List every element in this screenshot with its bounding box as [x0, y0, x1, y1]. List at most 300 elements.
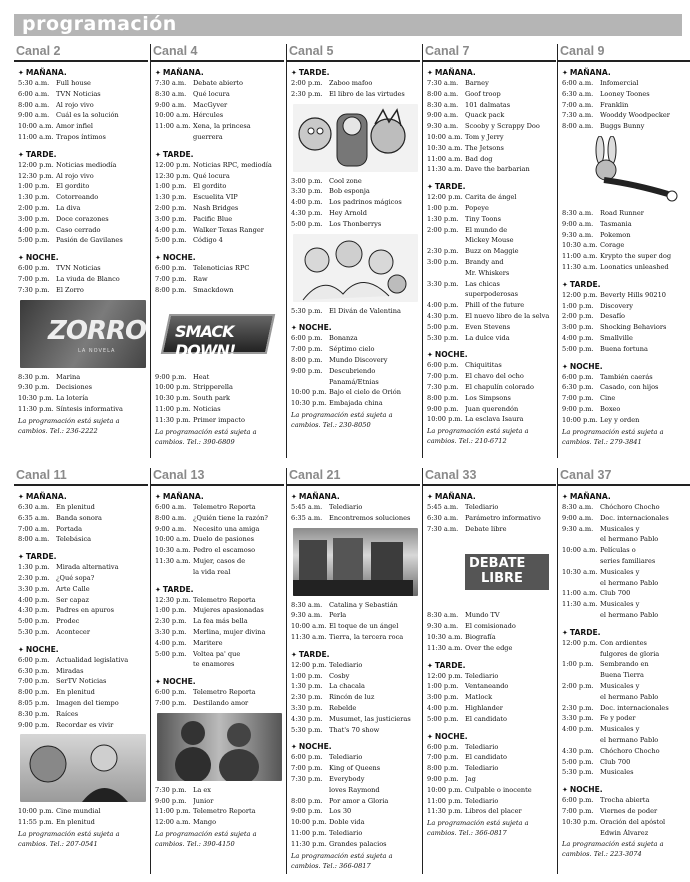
schedule-row — [291, 828, 418, 839]
schedule-row — [155, 605, 282, 616]
schedule-row — [291, 78, 418, 89]
program-time: 5:30 p.m. — [562, 768, 594, 777]
schedule-row — [155, 595, 282, 606]
program-name: Viernes de poder — [600, 806, 658, 815]
program-name: Telemetro Reporta — [193, 595, 256, 604]
program-name: Encontremos soluciones — [329, 513, 411, 522]
program-name: Edwin Álvarez — [600, 828, 649, 837]
news-illustration — [293, 528, 413, 596]
schedule-row — [291, 600, 418, 611]
program-name: Jag — [465, 774, 476, 783]
program-name: Musicales y — [600, 725, 640, 734]
schedule-row — [427, 289, 554, 300]
time-slot-label: TARDE. — [298, 649, 330, 659]
program-time: 2:30 p.m. — [291, 693, 323, 702]
time-slot-heading — [18, 644, 146, 655]
program-name: Cosby — [329, 671, 350, 680]
schedule-row — [291, 763, 418, 774]
program-name: ¿Qué sopa? — [56, 573, 95, 582]
program-name: Doc. internacionales — [600, 513, 669, 522]
time-slot-heading — [562, 627, 689, 638]
program-name: Ser capaz — [56, 595, 89, 604]
schedule-row — [155, 698, 282, 709]
schedule-row — [291, 208, 418, 219]
program-time: 4:30 p.m. — [291, 208, 323, 217]
program-time: 8:00 p.m. — [427, 764, 459, 773]
program-time — [562, 670, 600, 681]
program-time: 8:30 a.m. — [427, 100, 459, 109]
program-name: Bajo el cielo de Orión — [329, 388, 401, 397]
time-slot-label: MAÑANA. — [162, 492, 204, 501]
program-logo: SMACK DOWN! — [175, 321, 236, 360]
program-name: Mickey Mouse — [465, 236, 514, 245]
program-time: 8:00 a.m. — [427, 89, 459, 98]
program-time — [427, 289, 465, 300]
program-name: Portada — [56, 524, 83, 533]
program-name: Stripperella — [193, 383, 233, 392]
program-time: 8:30 a.m. — [562, 503, 594, 511]
schedule-row — [291, 774, 418, 785]
channel-divider — [423, 484, 556, 486]
time-slot-heading — [155, 676, 282, 687]
schedule-row — [291, 344, 418, 355]
schedule-row — [562, 828, 689, 839]
program-name: Amor infiel — [56, 122, 93, 131]
star-icon: ✦ — [155, 254, 161, 263]
program-name: Buzz on Maggie — [465, 247, 519, 256]
program-name: The Jetsons — [465, 143, 504, 152]
program-name: Bad dog — [465, 154, 493, 163]
time-slot-label: MAÑANA. — [434, 492, 476, 501]
program-time: 12:00 p.m. — [562, 290, 598, 299]
program-name: Código 4 — [193, 236, 223, 245]
program-name: Rebelde — [329, 703, 357, 712]
program-name: series familiares — [600, 556, 656, 565]
schedule-row — [18, 687, 146, 698]
program-name: Perla — [329, 611, 347, 620]
schedule-row — [427, 257, 554, 268]
program-name: Noticias mediodía — [56, 160, 117, 169]
program-time: 5:00 p.m. — [291, 219, 323, 228]
program-time: 8:00 a.m. — [562, 122, 594, 131]
program-name: Musicales — [600, 768, 634, 777]
program-time: 2:30 p.m. — [155, 617, 187, 626]
program-name: Los Simpsons — [465, 393, 511, 402]
schedule-row — [291, 333, 418, 344]
schedule-row — [155, 806, 282, 817]
program-name: te enamores — [193, 660, 235, 669]
program-time: 4:00 p.m. — [291, 198, 323, 207]
program-time: 4:30 p.m. — [18, 606, 50, 615]
program-time: 6:30 a.m. — [18, 503, 50, 511]
program-name: Telediario — [465, 742, 499, 751]
program-time: 2:30 p.m. — [562, 703, 594, 712]
star-icon: ✦ — [427, 661, 433, 670]
schedule-row — [562, 262, 689, 273]
program-time: 7:00 a.m. — [18, 524, 50, 533]
star-icon: ✦ — [562, 280, 568, 289]
time-slot-heading — [18, 67, 146, 78]
schedule-note: La programación está sujeta a cambios. Tel.: 230-8050 — [291, 410, 393, 429]
program-name: Oración del apóstol — [600, 817, 666, 826]
program-name: La lotería — [56, 394, 89, 403]
channel-divider — [151, 60, 284, 62]
program-time: 6:00 p.m. — [18, 264, 50, 273]
schedule-row — [427, 752, 554, 763]
program-name: Even Stevens — [465, 322, 511, 331]
program-time: 5:30 p.m. — [18, 627, 50, 636]
program-time: 9:30 a.m. — [427, 622, 459, 631]
schedule-row — [155, 160, 282, 171]
program-name: Mirada alternativa — [56, 563, 119, 572]
program-name: Miradas — [56, 666, 84, 675]
program-name: Noticias — [193, 404, 221, 413]
program-name: Sembrando en — [600, 660, 649, 669]
program-name: Por amor a Gloria — [329, 796, 389, 805]
channel-column — [422, 468, 556, 874]
program-time — [562, 578, 600, 589]
star-icon: ✦ — [155, 150, 161, 159]
schedule-row — [18, 676, 146, 687]
schedule-row — [427, 143, 554, 154]
schedule-row — [18, 285, 146, 296]
cartoon2-illustration — [293, 234, 413, 302]
time-slot-label: MAÑANA. — [25, 68, 67, 77]
program-name: Tasmania — [600, 219, 632, 228]
channel-schedule — [291, 491, 418, 871]
program-name: El comisionado — [465, 622, 516, 631]
program-time: 10:00 p.m. — [291, 388, 327, 397]
program-name: Los padrinos mágicos — [329, 198, 402, 207]
schedule-row — [18, 513, 146, 524]
program-name: Telediario — [465, 796, 499, 805]
program-name: Maritere — [193, 638, 223, 647]
schedule-row — [18, 274, 146, 285]
program-name: Biografía — [465, 632, 496, 641]
schedule-row — [291, 725, 418, 736]
program-name: Telediario — [329, 503, 363, 511]
program-time: 2:00 p.m. — [562, 312, 594, 321]
channel-schedule — [427, 491, 554, 838]
program-time: 4:30 p.m. — [427, 311, 459, 320]
star-icon: ✦ — [18, 150, 24, 159]
program-time: 7:00 p.m. — [562, 806, 594, 815]
program-time: 11:00 a.m. — [155, 122, 191, 131]
time-slot-heading — [155, 584, 282, 595]
program-time: 8:00 a.m. — [18, 535, 50, 544]
schedule-row — [427, 610, 554, 621]
program-image — [20, 300, 146, 368]
channel-schedule — [155, 67, 282, 447]
program-name: La chacala — [329, 682, 365, 691]
schedule-row — [291, 839, 418, 850]
schedule-row — [291, 681, 418, 692]
program-name: Caso cerrado — [56, 225, 101, 234]
bunny-illustration — [564, 136, 684, 204]
schedule-row — [427, 763, 554, 774]
schedule-row — [562, 567, 689, 578]
schedule-row — [562, 767, 689, 778]
schedule-note: La programación está sujeta a cambios. Tel.: 366-0817 — [427, 819, 529, 838]
program-time: 6:00 a.m. — [155, 503, 187, 511]
schedule-section-bottom — [14, 468, 684, 874]
program-name: Rincón de luz — [329, 693, 375, 702]
schedule-row — [427, 279, 554, 290]
time-slot-label: NOCHE. — [298, 742, 332, 752]
program-name: Musicales y — [600, 600, 640, 609]
channel-column — [14, 468, 148, 874]
schedule-row — [427, 89, 554, 100]
program-image — [293, 104, 418, 172]
program-name: Telediario — [465, 764, 499, 773]
time-slot-label: NOCHE. — [298, 323, 332, 333]
host-illustration — [20, 734, 140, 802]
time-slot-heading — [18, 491, 146, 502]
program-logo: ZORRO — [48, 315, 146, 346]
program-name: El gordito — [56, 182, 90, 191]
schedule-note: La programación está sujeta a cambios. Tel.: 223-3074 — [562, 840, 664, 859]
cartoon-illustration — [293, 104, 413, 172]
program-time: 3:30 p.m. — [291, 187, 323, 196]
program-name: Telemetro Reporta — [193, 688, 256, 697]
program-time: 4:00 p.m. — [427, 301, 459, 310]
program-time: 11:30 a.m. — [427, 165, 463, 174]
program-name: El Diván de Valentina — [329, 306, 401, 315]
program-image — [429, 538, 554, 606]
schedule-row — [18, 573, 146, 584]
program-logo: DEBATE — [469, 556, 526, 572]
schedule-note: La programación está sujeta a cambios. Tel.: 390-4150 — [155, 829, 257, 848]
schedule-row — [155, 382, 282, 393]
time-slot-label: NOCHE. — [25, 253, 59, 263]
program-time: 1:00 p.m. — [562, 301, 594, 310]
channel-column — [150, 44, 284, 458]
schedule-row — [155, 404, 282, 415]
program-name: Escuelita VIP — [193, 193, 238, 202]
schedule-note: La programación está sujeta a cambios. Tel.: 236-2222 — [18, 416, 120, 435]
program-time: 9:00 a.m. — [155, 524, 187, 533]
program-time — [427, 268, 465, 279]
schedule-row — [562, 638, 689, 649]
star-icon: ✦ — [155, 678, 161, 687]
program-name: Tiny Toons — [465, 214, 502, 223]
schedule-row — [427, 78, 554, 89]
program-name: Everybody — [329, 774, 365, 783]
schedule-row — [562, 344, 689, 355]
program-name: la vida real — [193, 567, 231, 576]
schedule-row — [18, 372, 146, 383]
program-name: Prodec — [56, 617, 80, 626]
channel-schedule — [18, 491, 146, 849]
schedule-row — [155, 171, 282, 182]
time-slot-label: NOCHE. — [162, 677, 196, 687]
program-time: 7:30 p.m. — [155, 785, 187, 794]
time-slot-label: NOCHE. — [25, 644, 59, 654]
schedule-row — [18, 605, 146, 616]
channel-title: Canal 7 — [425, 44, 470, 58]
star-icon: ✦ — [562, 69, 568, 77]
schedule-row — [155, 545, 282, 556]
program-name: loves Raymond — [329, 785, 380, 794]
program-time: 5:00 p.m. — [562, 757, 594, 766]
schedule-row — [291, 785, 418, 796]
schedule-row — [427, 164, 554, 175]
program-time: 6:35 a.m. — [18, 513, 50, 522]
program-time: 10:00 a.m. — [291, 622, 327, 631]
schedule-row — [291, 398, 418, 409]
program-time: 10:00 a.m. — [155, 535, 191, 544]
program-name: Catalina y Sebastián — [329, 600, 398, 609]
schedule-row — [155, 285, 282, 296]
program-time: 9:00 a.m. — [562, 513, 594, 522]
program-name: Junior — [193, 796, 214, 805]
program-time: 5:45 a.m. — [427, 503, 459, 511]
time-slot-heading — [291, 491, 418, 502]
program-time: 10:30 p.m. — [155, 394, 191, 403]
schedule-row — [155, 225, 282, 236]
program-time: 10:30 a.m. — [427, 143, 463, 152]
program-time: 9:30 a.m. — [291, 611, 323, 620]
program-time: 5:00 p.m. — [427, 322, 459, 331]
program-name: Cine — [600, 394, 616, 403]
program-name: SerTV Noticias — [56, 677, 107, 686]
channel-title: Canal 4 — [153, 44, 198, 58]
time-slot-label: NOCHE. — [434, 350, 468, 360]
program-time: 10:00 p.m. — [291, 818, 327, 827]
program-time: 1:30 p.m. — [155, 193, 187, 202]
program-time: 10:30 a.m. — [562, 241, 598, 250]
program-time: 11:00 p.m. — [427, 796, 463, 805]
program-time: 2:00 p.m. — [155, 203, 187, 212]
program-name: Imagen del tiempo — [56, 698, 119, 707]
schedule-row — [291, 366, 418, 377]
program-name: Matlock — [465, 693, 493, 702]
schedule-row — [18, 78, 146, 89]
schedule-note: La programación está sujeta a cambios. Tel.: 390-6809 — [155, 427, 257, 446]
program-name: Merlina, mujer divina — [193, 627, 266, 636]
program-time: 4:00 p.m. — [18, 225, 50, 234]
program-name: Mundo TV — [465, 611, 500, 620]
schedule-row — [291, 502, 418, 513]
program-name: Tierra, la tercera roca — [329, 632, 404, 641]
schedule-row — [427, 333, 554, 344]
program-name: Banda sonora — [56, 513, 102, 522]
program-time: 10:00 a.m. — [18, 122, 54, 131]
program-name: Road Runner — [600, 208, 644, 217]
program-time: 1:30 p.m. — [291, 682, 323, 691]
program-name: TVN Noticias — [56, 264, 101, 273]
program-name: Scooby y Scrappy Doo — [465, 122, 540, 131]
program-time: 5:30 p.m. — [291, 725, 323, 734]
schedule-row — [427, 414, 554, 425]
schedule-row — [562, 588, 689, 599]
schedule-row — [291, 817, 418, 828]
program-time: 10:00 a.m. — [562, 546, 598, 555]
time-slot-heading — [562, 784, 689, 795]
schedule-row — [155, 372, 282, 383]
time-slot-label: TARDE. — [162, 584, 194, 594]
program-time: 11:55 p.m. — [18, 818, 54, 827]
channel-title: Canal 13 — [153, 468, 205, 482]
program-name: Qué locura — [193, 89, 230, 98]
program-name: Casado, con hijos — [600, 383, 659, 392]
channel-column — [150, 468, 284, 874]
program-name: Musicales y — [600, 524, 640, 533]
program-name: Hércules — [193, 111, 224, 120]
program-time: 10:00 a.m. — [155, 111, 191, 120]
program-name: Mango — [193, 818, 217, 827]
program-time: 3:30 p.m. — [155, 627, 187, 636]
program-time: 1:30 p.m. — [18, 193, 50, 202]
program-time: 5:00 p.m. — [155, 236, 187, 245]
program-time: 3:00 p.m. — [427, 693, 459, 702]
star-icon: ✦ — [427, 732, 433, 741]
program-time: 9:00 p.m. — [291, 807, 323, 816]
schedule-row — [155, 616, 282, 627]
program-name: Wooddy Woodpecker — [600, 111, 670, 120]
program-name: La fea más bella — [193, 617, 248, 626]
star-icon: ✦ — [18, 645, 24, 654]
program-time: 6:00 p.m. — [562, 796, 594, 805]
schedule-row — [18, 235, 146, 246]
star-icon: ✦ — [427, 493, 433, 501]
program-name: Cuál es la solución — [56, 111, 119, 120]
schedule-row — [562, 208, 689, 219]
program-name: Qué locura — [193, 171, 230, 180]
program-name: Full house — [56, 79, 91, 87]
schedule-row — [427, 192, 554, 203]
program-time: 7:30 p.m. — [18, 285, 50, 294]
program-time: 2:00 p.m. — [562, 681, 594, 690]
star-icon: ✦ — [562, 493, 568, 501]
program-name: El chapulín colorado — [465, 382, 534, 391]
program-name: Desafío — [600, 312, 626, 321]
schedule-row — [291, 660, 418, 671]
channel-divider — [14, 484, 148, 486]
schedule-row — [155, 121, 282, 132]
schedule-row — [427, 214, 554, 225]
time-slot-label: NOCHE. — [569, 785, 603, 795]
program-name: En plenitud — [56, 688, 95, 697]
program-time: 8:00 p.m. — [155, 285, 187, 294]
channel-title: Canal 2 — [16, 44, 61, 58]
program-name: Buggs Bunny — [600, 122, 645, 131]
program-name: Ventaneando — [465, 682, 509, 691]
time-slot-label: TARDE. — [569, 279, 601, 289]
schedule-row — [291, 714, 418, 725]
time-slot-label: TARDE. — [569, 627, 601, 637]
program-name: También caerás — [600, 372, 653, 381]
star-icon: ✦ — [291, 493, 297, 501]
program-name: Krypto the super dog — [600, 252, 672, 261]
program-name: Xena, la princesa — [193, 122, 251, 131]
program-time: 11:30 a.m. — [562, 600, 598, 609]
schedule-row — [427, 300, 554, 311]
program-time: 11:00 a.m. — [562, 589, 598, 598]
time-slot-label: TARDE. — [434, 182, 466, 192]
dancers-illustration — [157, 713, 277, 781]
program-time: 9:30 a.m. — [427, 122, 459, 131]
program-time: 10:30 p.m. — [18, 394, 54, 403]
program-name: Tom y Jerry — [465, 132, 504, 141]
schedule-row — [562, 382, 689, 393]
time-slot-label: TARDE. — [162, 149, 194, 159]
program-time: 4:00 p.m. — [562, 725, 594, 734]
schedule-row — [562, 89, 689, 100]
program-name: fulgores de gloria — [600, 649, 660, 658]
schedule-row — [562, 251, 689, 262]
program-time: 6:30 a.m. — [427, 513, 459, 522]
